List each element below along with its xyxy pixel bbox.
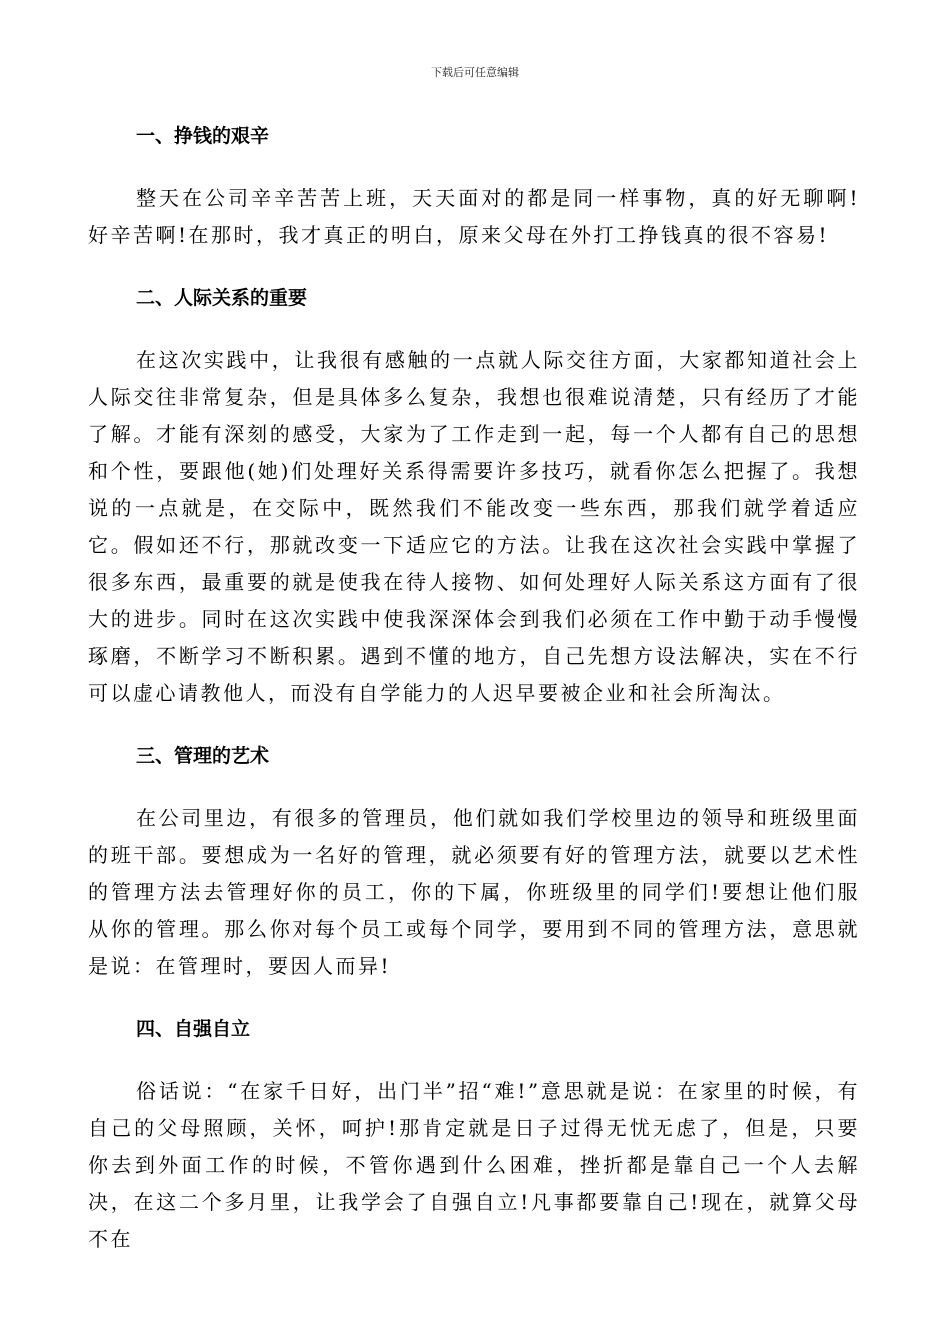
section-paragraph: 在这次实践中，让我很有感触的一点就人际交往方面，大家都知道社会上人际交往非常复杂，但是具体多么复杂，我想也很难说清楚，只有经历了才能了解。才能有深刻的感受，大家为了工作走到一起，每一个人都有自己的思想和个性，要跟他(她)们处理好关系得需要许多技巧，就看你怎么把握了。我想说的一点就是，在交际中，既然我们不能改变一些东西，那我们就学着适应它。假如还不行，那就改变一下适应它的方法。让我在这次社会实践中掌握了很多东西，最重要的就是使我在待人接物、如何处理好人际关系这方面有了很大的进步。同时在这次实践中使我深深体会到我们必须在工作中勤于动手慢慢琢磨，不断学习不断积累。遇到不懂的地方，自己先想方设法解决，实在不行可以虚心请教他人，而没有自学能力的人迟早要被企业和社会所淘汰。 (88, 348, 860, 705)
section-paragraph: 在公司里边，有很多的管理员，他们就如我们学校里边的领导和班级里面的班干部。要想成为一名好的管理，就必须要有好的管理方法，就要以艺术性的管理方法去管理好你的员工，你的下属，你班级里的同学们!要想让他们服从你的管理。那么你对每个员工或每个同学，要用到不同的管理方法，意思就是说：在管理时，要因人而异! (88, 806, 860, 978)
section-management-art (88, 738, 860, 985)
section-paragraph: 整天在公司辛辛苦苦上班，天天面对的都是同一样事物，真的好无聊啊!好辛苦啊!在那时，我才真正的明白，原来父母在外打工挣钱真的很不容易! (88, 186, 860, 247)
section-self-reliance (88, 1011, 860, 1258)
section-heading: 二、人际关系的重要 (136, 287, 308, 309)
section-interpersonal-relations (88, 280, 860, 712)
section-heading: 三、管理的艺术 (136, 745, 270, 767)
section-paragraph: 俗话说：“在家千日好，出门半”招“难!”意思就是说：在家里的时候，有自己的父母照顾，关怀，呵护!那肯定就是日子过得无忧无虑了，但是，只要你去到外面工作的时候，不管你遇到什么困难，挫折都是靠自己一个人去解决，在这二个多月里，让我学会了自强自立!凡事都要靠自己!现在，就算父母不在 (88, 1079, 860, 1251)
section-heading: 四、自强自立 (136, 1018, 251, 1040)
page-header: 下载后可任意编辑 (431, 66, 519, 79)
section-earning-hardship (88, 118, 860, 254)
document-body (88, 118, 860, 1258)
section-heading: 一、挣钱的艰辛 (136, 125, 270, 147)
